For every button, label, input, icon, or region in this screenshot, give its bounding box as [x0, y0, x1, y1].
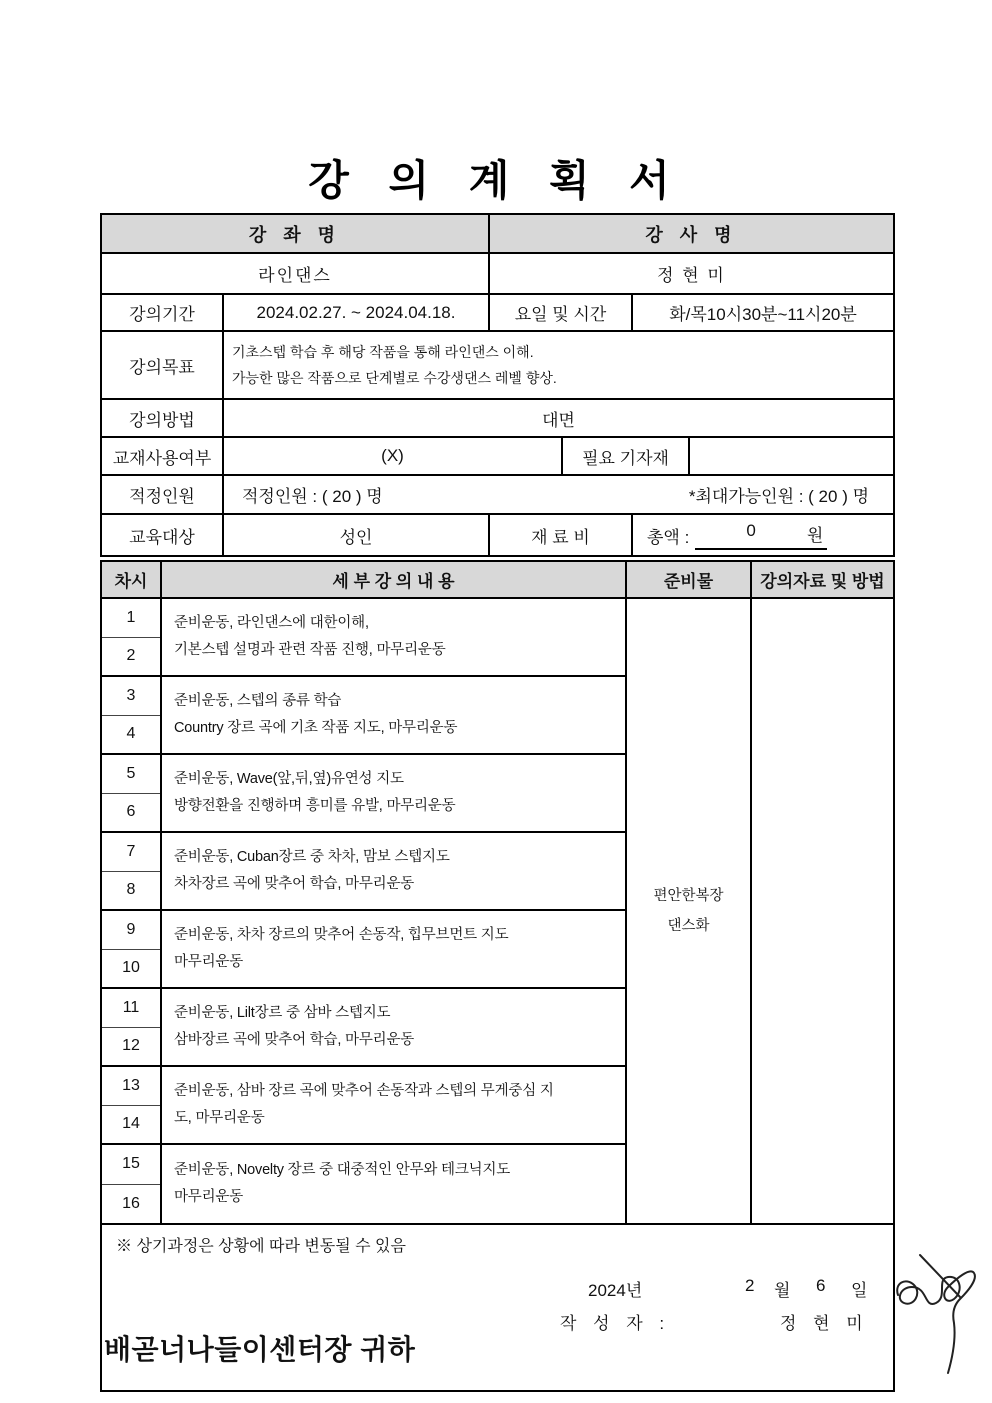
- session-number: 2: [126, 647, 136, 665]
- session-content-column: [102, 599, 627, 1223]
- block-content: [162, 1145, 625, 1223]
- capacity-values: [224, 476, 893, 513]
- resources-header: 강의자료 및 방법: [752, 562, 893, 597]
- capacity-label: 적정인원: [102, 476, 224, 513]
- content-line: 준비운동, Wave(앞,뒤,옆)유연성 지도: [174, 771, 404, 787]
- capacity-value: 적정인원 : ( 20 ) 명: [242, 487, 383, 506]
- schedule-table: [100, 560, 895, 1392]
- session-number: 7: [102, 833, 160, 872]
- materials-fee-label: 재 료 비: [490, 515, 633, 555]
- course-name-row: [102, 254, 893, 295]
- target-value: 성인: [224, 515, 490, 555]
- date-day-number: 6: [816, 1276, 826, 1295]
- equipment-label: 필요 기자재: [563, 438, 690, 474]
- page-title: 강 의 계 획 서: [308, 157, 684, 204]
- goal-label: 강의목표: [102, 332, 224, 398]
- session-number: 6: [126, 803, 136, 821]
- materials-merged-cell: [627, 599, 752, 1223]
- content-line: 차차장르 곡에 맞추어 학습, 마무리운동: [174, 876, 415, 892]
- session-number: 14: [122, 1115, 140, 1133]
- date-day-label: 일: [851, 1281, 868, 1300]
- date-month-label: 월: [774, 1281, 791, 1300]
- capacity-row: [102, 476, 893, 515]
- block-content: [162, 599, 625, 675]
- textbook-row: [102, 438, 893, 476]
- method-value: 대면: [542, 410, 575, 430]
- signature-scribble: [802, 1247, 992, 1382]
- instructor-header: 강 사 명: [490, 215, 893, 252]
- course-info-table: [100, 213, 895, 557]
- target-label: 교육대상: [102, 515, 224, 555]
- materials-line-1: 편안한복장: [653, 888, 724, 904]
- block-content: [162, 833, 625, 909]
- total-label: 총액 :: [647, 527, 690, 547]
- block-content: [162, 989, 625, 1065]
- session-number: 11: [102, 989, 160, 1028]
- content-line: 준비운동, Novelty 장르 중 대중적인 안무와 테크닉지도: [174, 1162, 511, 1178]
- date-year: 2024년: [588, 1281, 643, 1300]
- author-name: 정 현 미: [780, 1314, 869, 1333]
- note-text: ※ 상기과정은 상황에 따라 변동될 수 있음: [116, 1238, 406, 1255]
- schedule-block-13-14: [102, 1067, 625, 1145]
- session-number: 13: [102, 1067, 160, 1106]
- author-label: 작 성 자 :: [560, 1314, 671, 1333]
- max-capacity-value: *최대가능인원 : ( 20 ) 명: [688, 487, 869, 506]
- session-number: 5: [102, 755, 160, 794]
- content-line: 기본스텝 설명과 관련 작품 진행, 마무리운동: [174, 642, 446, 658]
- session-number: 15: [102, 1145, 160, 1185]
- content-line: 준비운동, 삼바 장르 곡에 맞추어 손동작과 스텝의 무게중심 지: [174, 1083, 554, 1099]
- method-row: [102, 400, 893, 438]
- content-line: 삼바장르 곡에 맞추어 학습, 마무리운동: [174, 1032, 415, 1048]
- session-number: 9: [102, 911, 160, 950]
- session-number: 16: [122, 1194, 140, 1212]
- recipient-text: 배곧너나들이센터장 귀하: [104, 1334, 416, 1365]
- materials-line-2: 댄스화: [667, 918, 710, 934]
- period-row: [102, 295, 893, 332]
- session-number: 3: [102, 677, 160, 716]
- content-line: 준비운동, Lilt장르 중 삼바 스텝지도: [174, 1005, 391, 1021]
- course-name-value: 라인댄스: [102, 254, 490, 293]
- footer-cell: [102, 1225, 893, 1390]
- content-line: 도, 마무리운동: [174, 1110, 265, 1126]
- session-number: 12: [122, 1037, 140, 1055]
- session-number: 1: [102, 599, 160, 638]
- session-number: 4: [126, 725, 136, 743]
- resources-merged-cell: [752, 599, 893, 1223]
- session-header: 차시: [102, 562, 162, 597]
- period-value: 2024.02.27. ~ 2024.04.18.: [224, 295, 490, 330]
- block-content: [162, 677, 625, 753]
- schedule-block-1-2: [102, 599, 625, 677]
- instructor-value: 정 현 미: [657, 266, 726, 285]
- table-header-row: [102, 215, 893, 254]
- content-header: 세 부 강 의 내 용: [162, 562, 627, 597]
- content-line: 마무리운동: [174, 954, 244, 970]
- equipment-value: [690, 438, 893, 474]
- content-line: 방향전환을 진행하며 흥미를 유발, 마무리운동: [174, 798, 456, 814]
- schedule-block-9-10: [102, 911, 625, 989]
- goal-value: [224, 332, 893, 398]
- date-month-number: 2: [745, 1276, 755, 1295]
- schedule-block-5-6: [102, 755, 625, 833]
- day-time-label: 요일 및 시간: [490, 295, 633, 330]
- course-name-header: 강 좌 명: [102, 215, 490, 252]
- target-row: [102, 515, 893, 555]
- schedule-block-15-16: [102, 1145, 625, 1223]
- goal-row: [102, 332, 893, 400]
- day-time-value: 화/목10시30분~11시20분: [669, 305, 857, 324]
- total-value: 0: [746, 520, 756, 540]
- textbook-label: 교재사용여부: [102, 438, 224, 474]
- textbook-value: (X): [224, 438, 563, 474]
- content-line: 준비운동, 라인댄스에 대한이해,: [174, 615, 369, 631]
- block-content: [162, 1067, 625, 1143]
- period-label: 강의기간: [102, 295, 224, 330]
- total-unit: 원: [806, 525, 824, 545]
- total-fee-cell: [633, 515, 893, 555]
- schedule-block-3-4: [102, 677, 625, 755]
- schedule-block-11-12: [102, 989, 625, 1067]
- session-number: 8: [126, 881, 136, 899]
- content-line: 마무리운동: [174, 1189, 244, 1205]
- content-line: 준비운동, 스텝의 종류 학습: [174, 693, 342, 709]
- schedule-body: [102, 599, 893, 1225]
- session-number: 10: [122, 959, 140, 977]
- schedule-block-7-8: [102, 833, 625, 911]
- content-line: Country 장르 곡에 기초 작품 지도, 마무리운동: [174, 720, 458, 736]
- materials-header: 준비물: [627, 562, 752, 597]
- schedule-header-row: [102, 562, 893, 599]
- content-line: 준비운동, Cuban장르 중 차차, 맘보 스텝지도: [174, 849, 450, 865]
- goal-line-1: 기초스텝 학습 후 해당 작품을 통해 라인댄스 이해.: [232, 344, 534, 360]
- content-line: 준비운동, 차차 장르의 맞추어 손동작, 힙무브먼트 지도: [174, 927, 509, 943]
- block-content: [162, 755, 625, 831]
- method-label: 강의방법: [102, 400, 224, 436]
- goal-line-2: 가능한 많은 작품으로 단계별로 수강생댄스 레벨 향상.: [232, 370, 557, 386]
- total-underline: [695, 521, 827, 550]
- block-content: [162, 911, 625, 987]
